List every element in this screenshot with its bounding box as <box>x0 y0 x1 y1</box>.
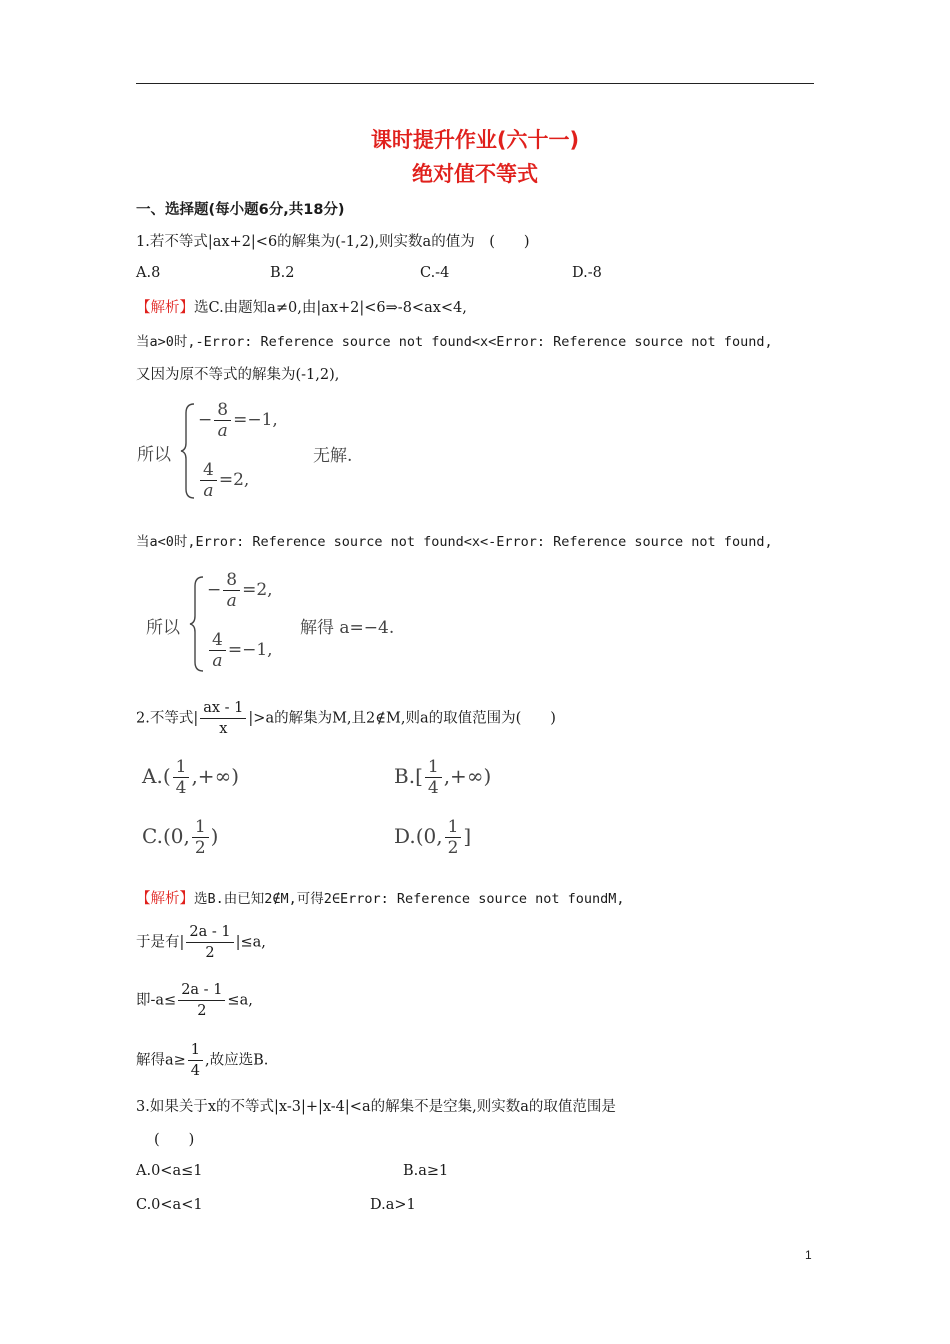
q1-solution-line4 <box>136 532 773 552</box>
q1-solution-line2 <box>136 332 773 352</box>
q1-solution-line1 <box>136 298 467 318</box>
q2-option-d-den: 2 <box>447 838 459 858</box>
q3-answer-paren: ( ) <box>154 1132 195 1148</box>
q2-option-c <box>142 817 218 858</box>
q2-sol2-den: 2 <box>205 945 215 961</box>
page-number: 1 <box>805 1248 812 1262</box>
section-heading: 一、选择题(每小题6分,共18分) <box>136 202 345 218</box>
q3-option-b: B.a≥1 <box>403 1163 449 1179</box>
q2-sol3-end: ≤a, <box>227 992 253 1009</box>
q2-option-d-num: 1 <box>445 817 462 838</box>
system2-num2: 4 <box>209 630 226 651</box>
q1-option-b: B.2 <box>270 265 295 281</box>
q2-option-a-right: ,+∞) <box>191 764 240 788</box>
q2-solution-line1 <box>136 889 625 909</box>
q2-stem <box>136 698 556 739</box>
q1-solution-line3: 又因为原不等式的解集为(-1,2), <box>136 367 340 383</box>
q1-option-d: D.-8 <box>572 265 602 281</box>
system1-minus: − <box>198 410 213 430</box>
q2-option-a-num: 1 <box>173 757 190 778</box>
q2-sol3-den: 2 <box>197 1003 207 1019</box>
q2-option-b-den: 4 <box>427 778 439 798</box>
q2-option-d-label: D. <box>394 824 416 848</box>
q2-option-a-left: ( <box>162 764 171 788</box>
q2-sol4-num: 1 <box>188 1040 203 1061</box>
system1-num2: 4 <box>200 460 217 481</box>
system2-num1: 8 <box>223 570 240 591</box>
q2-stem-end: |>a的解集为M,且2∉M,则a的取值范围为( ) <box>248 710 556 727</box>
q2-option-c-right: ) <box>210 824 219 848</box>
q2-option-a-label: A. <box>142 764 163 788</box>
q3-stem: 3.如果关于x的不等式|x-3|+|x-4|<a的解集不是空集,则实数a的取值范围是 <box>136 1099 616 1115</box>
q2-option-a-den: 4 <box>175 778 187 798</box>
q2-option-c-num: 1 <box>192 817 209 838</box>
system1-num1: 8 <box>214 400 231 421</box>
q2-option-c-den: 2 <box>194 838 206 858</box>
system2-brace <box>191 576 205 672</box>
q2-option-d-right: ] <box>463 824 472 848</box>
q2-solution-line3 <box>136 980 253 1021</box>
q2-sol4-start: 解得a≥ <box>136 1052 186 1069</box>
system2-result: 解得 a=−4. <box>300 618 395 638</box>
q2-option-b <box>394 757 491 798</box>
system1-den1: a <box>217 421 228 441</box>
header-rule <box>136 83 814 84</box>
q2-option-b-num: 1 <box>425 757 442 778</box>
q2-option-b-label: B. <box>394 764 416 788</box>
analysis-tag: 【解析】 <box>136 300 194 316</box>
q2-sol4-den: 4 <box>190 1063 201 1079</box>
q2-sol2-start: 于是有| <box>136 934 185 951</box>
q2-stem-denominator: x <box>219 721 228 737</box>
q2-sol3-start: 即-a≤ <box>136 992 177 1009</box>
q2-option-d <box>394 817 471 858</box>
system1-eq1 <box>198 400 278 441</box>
system2-rhs2: =−1, <box>227 640 273 660</box>
system1-brace <box>182 403 196 499</box>
q2-option-c-label: C. <box>142 824 163 848</box>
q2-stem-numerator: ax - 1 <box>200 698 246 719</box>
system1-result: 无解. <box>313 446 353 466</box>
system1-rhs2: =2, <box>218 470 250 490</box>
system1-label: 所以 <box>137 445 171 465</box>
q1-sol2-text: 当a>0时,-Error: Reference source not found<x<Error: Reference source not found, <box>136 334 773 350</box>
q1-stem: 1.若不等式|ax+2|<6的解集为(-1,2),则实数a的值为 ( ) <box>136 234 530 250</box>
system2-den1: a <box>226 591 237 611</box>
q1-option-c: C.-4 <box>420 265 450 281</box>
q2-stem-start: 2.不等式| <box>136 710 199 727</box>
title-line2: 绝对值不等式 <box>412 162 538 186</box>
q2-option-d-left: (0, <box>415 824 443 848</box>
system1-den2: a <box>203 481 214 501</box>
q2-sol4-end: ,故应选B. <box>205 1052 269 1069</box>
q2-solution-line4 <box>136 1040 268 1081</box>
q2-sol2-num: 2a - 1 <box>186 922 233 943</box>
system1-rhs1: =−1, <box>233 410 278 430</box>
q1-sol4-text: 当a<0时,Error: Reference source not found<x<-Error: Reference source not found, <box>136 534 773 550</box>
analysis-tag: 【解析】 <box>136 891 194 907</box>
q1-sol1-text: 选C.由题知a≠0,由|ax+2|<6⇒-8<ax<4, <box>194 300 467 316</box>
system2-minus: − <box>207 580 222 600</box>
q2-sol3-num: 2a - 1 <box>178 980 225 1001</box>
system2-den2: a <box>212 651 223 671</box>
q3-option-a: A.0<a≤1 <box>136 1163 203 1179</box>
system2-eq2 <box>207 630 273 671</box>
q2-solution-line2 <box>136 922 266 963</box>
title-line1: 课时提升作业(六十一) <box>370 128 580 152</box>
q2-sol2-end: |≤a, <box>235 934 266 951</box>
q2-option-b-right: ,+∞) <box>443 764 492 788</box>
system2-rhs1: =2, <box>242 580 273 600</box>
q3-option-c: C.0<a<1 <box>136 1197 203 1213</box>
q1-option-a: A.8 <box>136 265 161 281</box>
q2-sol1-text: 选B.由已知2∉M,可得2∈Error: Reference source not foundM, <box>194 891 625 907</box>
q2-option-b-left: [ <box>415 764 423 788</box>
system2-eq1 <box>207 570 273 611</box>
system1-eq2 <box>198 460 249 501</box>
q2-option-a <box>142 757 239 798</box>
q3-option-d: D.a>1 <box>370 1197 416 1213</box>
q2-option-c-left: (0, <box>162 824 190 848</box>
system2-label: 所以 <box>146 618 180 638</box>
